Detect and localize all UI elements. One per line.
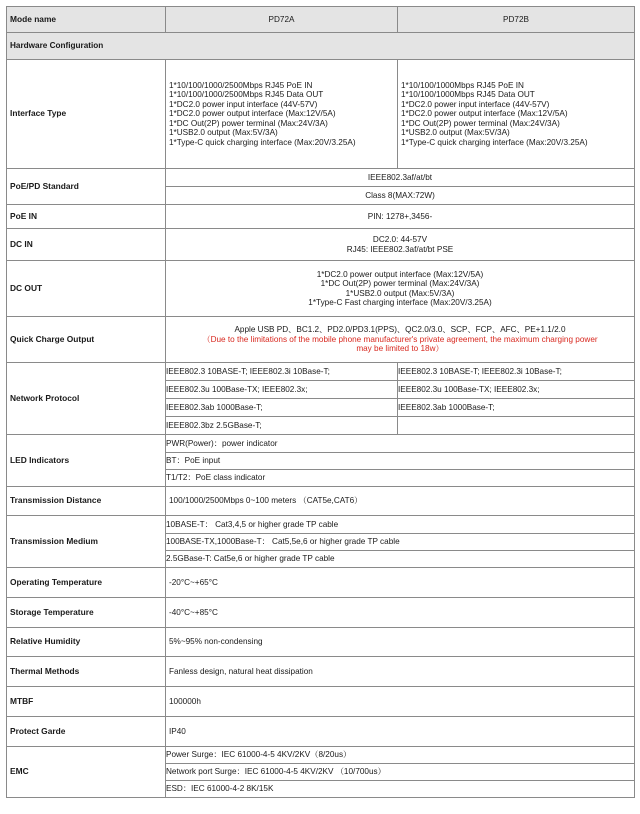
interface-type-label: Interface Type	[7, 60, 166, 169]
network-protocol-pd72b	[398, 363, 635, 435]
network-line: IEEE802.3bz 2.5GBase-T;	[166, 416, 398, 434]
dc-in-value	[166, 229, 635, 261]
emc-value	[166, 747, 635, 798]
mtbf-label: MTBF	[7, 687, 166, 717]
interface-line: 1*DC Out(2P) power terminal (Max:24V/3A)	[169, 118, 328, 128]
poe-in-label: PoE IN	[7, 205, 166, 229]
interface-line: 1*10/100/1000/2500Mbps RJ45 PoE IN	[169, 81, 313, 91]
transmission-distance-label: Transmission Distance	[7, 487, 166, 516]
storage-temperature-label: Storage Temperature	[7, 598, 166, 628]
interface-type-pd72a	[166, 60, 398, 169]
transmission-distance-value: 100/1000/2500Mbps 0~100 meters （CAT5e,CAT6）	[166, 487, 635, 516]
quick-charge-note: （Due to the limitations of the mobile phone manufacturer's private agreement, the maximum charging power	[202, 334, 598, 344]
row-dc-out	[7, 261, 635, 317]
quick-charge-value	[166, 317, 635, 363]
dc-in-line: DC2.0: 44-57V	[372, 235, 428, 245]
row-network-protocol	[7, 363, 635, 435]
row-poe-in	[7, 205, 635, 229]
storage-temperature-value: -40°C~+85°C	[166, 598, 635, 628]
interface-line: 1*10/100/1000Mbps RJ45 PoE IN	[401, 81, 524, 91]
interface-line: 1*USB2.0 output (Max:5V/3A)	[401, 128, 510, 138]
emc-line: Power Surge：IEC 61000-4-5 4KV/2KV（8/20us）	[166, 750, 352, 759]
quick-charge-note: may be limited to 18w）	[356, 344, 444, 354]
network-line: IEEE802.3 10BASE-T; IEEE802.3i 10Base-T;	[166, 367, 330, 376]
poe-standard-line: IEEE802.3af/at/bt	[367, 173, 433, 182]
model-pd72a-header: PD72A	[166, 7, 398, 33]
medium-line: 2.5GBase-T: Cat5e,6 or higher grade TP cable	[166, 550, 635, 567]
operating-temperature-label: Operating Temperature	[7, 568, 166, 598]
interface-line: 1*10/100/1000/2500Mbps RJ45 Data OUT	[169, 90, 324, 100]
dc-out-value	[166, 261, 635, 317]
emc-label: EMC	[7, 747, 166, 798]
network-line: IEEE802.3 10BASE-T; IEEE802.3i 10Base-T;	[398, 367, 562, 376]
interface-line: 1*DC2.0 power output interface (Max:12V/5A)	[401, 109, 568, 119]
interface-line: 1*DC2.0 power input interface (44V-57V)	[401, 99, 550, 109]
row-thermal-methods	[7, 657, 635, 687]
interface-line: 1*DC Out(2P) power terminal (Max:24V/3A)	[401, 118, 560, 128]
poe-standard-value	[166, 169, 635, 205]
row-poe-standard	[7, 169, 635, 205]
interface-line: 1*DC2.0 power output interface (Max:12V/5A)	[169, 109, 336, 119]
protect-grade-label: Protect Garde	[7, 717, 166, 747]
led-line: PWR(Power)：power indicator	[166, 438, 278, 448]
spec-table	[6, 6, 635, 798]
led-line: T1/T2：PoE class indicator	[166, 469, 635, 486]
interface-line: 1*DC2.0 power input interface (44V-57V)	[169, 99, 318, 109]
led-line: BT：PoE input	[166, 452, 635, 469]
quick-charge-label: Quick Charge Output	[7, 317, 166, 363]
row-operating-temperature	[7, 568, 635, 598]
mtbf-value: 100000h	[166, 687, 635, 717]
header-row	[7, 7, 635, 33]
quick-charge-protocols: Apple USB PD、BC1.2、PD2.0/PD3.1(PPS)、QC2.0/3.0、SCP、FCP、AFC、PE+1.1/2.0	[234, 325, 566, 335]
row-dc-in	[7, 229, 635, 261]
row-emc	[7, 747, 635, 798]
interface-line: 1*10/100/1000Mbps RJ45 Data OUT	[401, 90, 535, 100]
section-row	[7, 33, 635, 60]
dc-in-label: DC IN	[7, 229, 166, 261]
mode-name-label: Mode name	[7, 7, 166, 33]
poe-class-line: Class 8(MAX:72W)	[166, 186, 635, 204]
medium-line: 100BASE-TX,1000Base-T： Cat5,5e,6 or higher grade TP cable	[166, 533, 635, 550]
emc-line: Network port Surge：IEC 61000-4-5 4KV/2KV （10/700us）	[166, 763, 635, 780]
row-interface-type	[7, 60, 635, 169]
interface-line: 1*Type-C quick charging interface (Max:20V/3.25A)	[401, 137, 588, 147]
model-pd72b-header: PD72B	[398, 7, 635, 33]
dc-out-line: 1*DC Out(2P) power terminal (Max:24V/3A)	[320, 279, 480, 289]
row-quick-charge	[7, 317, 635, 363]
dc-in-line: RJ45: IEEE802.3af/at/bt PSE	[346, 244, 454, 254]
poe-in-value: PIN: 1278+,3456-	[166, 205, 635, 229]
dc-out-line: 1*DC2.0 power output interface (Max:12V/5A)	[316, 269, 484, 279]
interface-line: 1*Type-C quick charging interface (Max:20V/3.25A)	[169, 137, 356, 147]
row-protect-grade	[7, 717, 635, 747]
network-line: IEEE802.3ab 1000Base-T;	[398, 398, 635, 417]
row-transmission-distance	[7, 487, 635, 516]
row-relative-humidity	[7, 628, 635, 657]
protect-grade-value: IP40	[166, 717, 635, 747]
thermal-methods-value: Fanless design, natural heat dissipation	[166, 657, 635, 687]
dc-out-line: 1*Type-C Fast charging interface (Max:20V/3.25A)	[308, 297, 492, 307]
medium-line: 10BASE-T： Cat3,4,5 or higher grade TP cable	[166, 519, 339, 529]
section-hardware-configuration: Hardware Configuration	[7, 33, 635, 60]
transmission-medium-value	[166, 516, 635, 568]
network-protocol-pd72a	[166, 363, 398, 435]
network-line: IEEE802.3u 100Base-TX; IEEE802.3x;	[398, 380, 635, 398]
network-protocol-label: Network Protocol	[7, 363, 166, 435]
transmission-medium-label: Transmission Medium	[7, 516, 166, 568]
network-line: IEEE802.3ab 1000Base-T;	[166, 398, 398, 416]
led-indicators-label: LED Indicators	[7, 435, 166, 487]
row-storage-temperature	[7, 598, 635, 628]
poe-standard-label: PoE/PD Standard	[7, 169, 166, 205]
relative-humidity-value: 5%~95% non-condensing	[166, 628, 635, 657]
row-transmission-medium	[7, 516, 635, 568]
led-indicators-value	[166, 435, 635, 487]
network-line: IEEE802.3u 100Base-TX; IEEE802.3x;	[166, 380, 398, 398]
row-led-indicators	[7, 435, 635, 487]
interface-type-pd72b	[398, 60, 635, 169]
emc-line: ESD：IEC 61000-4-2 8K/15K	[166, 780, 635, 797]
row-mtbf	[7, 687, 635, 717]
thermal-methods-label: Thermal Methods	[7, 657, 166, 687]
operating-temperature-value: -20°C~+65°C	[166, 568, 635, 598]
dc-out-line: 1*USB2.0 output (Max:5V/3A)	[345, 288, 455, 298]
relative-humidity-label: Relative Humidity	[7, 628, 166, 657]
dc-out-label: DC OUT	[7, 261, 166, 317]
interface-line: 1*USB2.0 output (Max:5V/3A)	[169, 128, 278, 138]
